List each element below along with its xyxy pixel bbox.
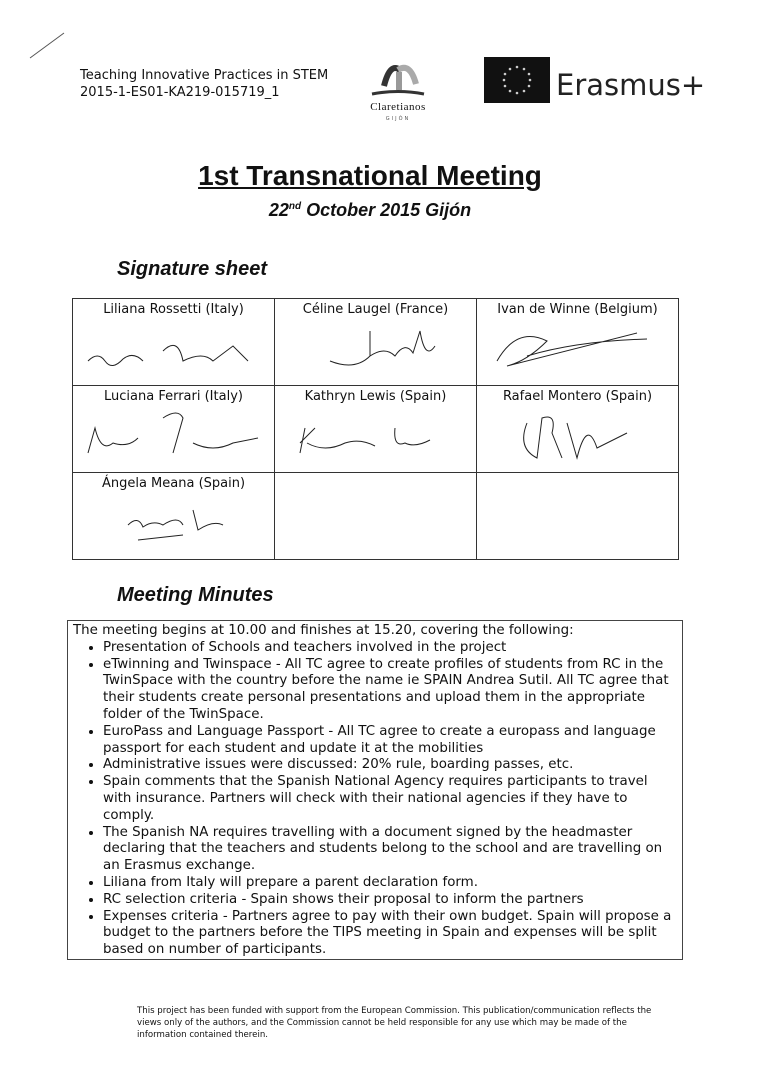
signature-table bbox=[72, 298, 679, 560]
signature-cell bbox=[275, 299, 477, 386]
participant-name: Rafael Montero (Spain) bbox=[502, 389, 653, 404]
page-title: 1st Transnational Meeting bbox=[198, 160, 542, 191]
erasmus-logo-text: Erasmus+ bbox=[556, 68, 706, 102]
signature bbox=[83, 408, 263, 463]
claretianos-logo: Claretianos GIJÓN bbox=[352, 58, 444, 120]
signature-cell-empty bbox=[275, 473, 477, 560]
meeting-minutes-heading: Meeting Minutes bbox=[117, 584, 274, 606]
signature-cell-empty bbox=[477, 473, 679, 560]
project-code: 2015-1-ES01-KA219-015719_1 bbox=[80, 85, 280, 100]
signature bbox=[487, 408, 667, 468]
participant-name: Luciana Ferrari (Italy) bbox=[104, 389, 243, 404]
participant-name: Kathryn Lewis (Spain) bbox=[304, 389, 447, 404]
minutes-list bbox=[73, 640, 677, 959]
project-name: Teaching Innovative Practices in STEM bbox=[80, 68, 329, 83]
list-item: • Liliana from Italy will prepare a parent declaration form. bbox=[103, 875, 677, 892]
list-item: • eTwinning and Twinspace - All TC agree to create profiles of students from RC in the TwinSpace with the country before the name ie SPAIN Andrea Sutil. All TC agree that their students create personal presentations and upload them in the appropriate folder of the TwinSpace. bbox=[103, 657, 677, 724]
participant-name: Céline Laugel (France) bbox=[302, 302, 449, 317]
signature-cell bbox=[477, 386, 679, 473]
signature-sheet-heading: Signature sheet bbox=[117, 258, 268, 280]
funding-disclaimer: This project has been funded with support from the European Commission. This publication/communication reflects the views only of the authors, and the Commission cannot be held responsible for any use which may be made of the information contained therein. bbox=[137, 1006, 652, 1040]
list-item: • RC selection criteria - Spain shows their proposal to inform the partners bbox=[103, 892, 677, 909]
date-day: 22 bbox=[268, 200, 289, 220]
signature-cell bbox=[73, 299, 275, 386]
meeting-date bbox=[0, 200, 740, 221]
signature bbox=[285, 321, 465, 376]
signature bbox=[83, 495, 263, 550]
project-info bbox=[80, 67, 328, 101]
list-item: • Presentation of Schools and teachers involved in the project bbox=[103, 640, 677, 657]
signature-cell bbox=[73, 473, 275, 560]
eu-flag-icon bbox=[484, 57, 550, 103]
participant-name: Ángela Meana (Spain) bbox=[101, 476, 246, 491]
signature-cell bbox=[73, 386, 275, 473]
signature bbox=[487, 321, 667, 376]
date-suffix: nd bbox=[288, 201, 302, 212]
list-item: • The Spanish NA requires travelling with a document signed by the headmaster declaring that the teachers and students belong to the school and are travelling on an Erasmus exchange. bbox=[103, 825, 677, 875]
list-item: • Spain comments that the Spanish National Agency requires participants to travel with insurance. Partners will check with their national agencies if they have to comply. bbox=[103, 774, 677, 824]
list-item: • EuroPass and Language Passport - All TC agree to create a europass and language passport for each student and update it at the mobilities bbox=[103, 724, 677, 758]
minutes-intro: The meeting begins at 10.00 and finishes at 15.20, covering the following: bbox=[73, 623, 574, 638]
pen-mark bbox=[28, 30, 68, 60]
list-item: • Expenses criteria - Partners agree to pay with their own budget. Spain will propose a budget to the partners before the TIPS meeting in Spain and expenses will be split based on number of participants. bbox=[103, 909, 677, 959]
signature-cell bbox=[275, 386, 477, 473]
meeting-minutes-box bbox=[67, 620, 683, 960]
participant-name: Liliana Rossetti (Italy) bbox=[103, 302, 244, 317]
signature-cell bbox=[477, 299, 679, 386]
date-rest: October 2015 Gijón bbox=[301, 200, 472, 220]
signature bbox=[83, 321, 263, 376]
list-item: • Administrative issues were discussed: 20% rule, boarding passes, etc. bbox=[103, 757, 677, 774]
participant-name: Ivan de Winne (Belgium) bbox=[497, 302, 658, 317]
signature bbox=[285, 408, 465, 463]
